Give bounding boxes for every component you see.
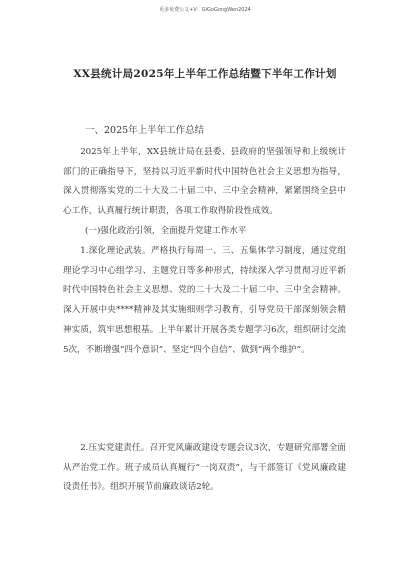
subheading: (一)强化政治引领，全面提升党建工作水平 — [85, 226, 247, 236]
header-note: 更多免费公文+V：GiGoGongWen2024 — [159, 7, 251, 13]
intro-paragraph: 2025年上半年，XX县统计局在县委、县政府的坚强领导和上级统计部门的正确指导下，坚持以习近平新时代中国特色社会主义思想为指导，深入贯彻落实党的二十大及二十届二中、三中全会精神，紧紧围绕全县中心工作，认真履行统计职责，各项工作取得阶段性成效。 — [63, 147, 346, 217]
item-1-paragraph: 1.深化理论武装。严格执行每周一、三、五集体学习制度，通过党组理论学习中心组学习、主题党日等多种形式，持续深入学习贯彻习近平新时代中国特色社会主义思想、党的二十大及二十届二中、三中全会精神。深入开展中央****精神及其实施细则学习教育，引导党员干部深刻领会精神实质，筑牢思想根基。上半年累计开展各类专题学习6次，组织研讨交流5次，不断增强“四个意识”、坚定“四个自信”、做到“两个维护”。 — [63, 246, 346, 355]
section-heading: 一、2025年上半年工作总结 — [85, 125, 205, 136]
item-2-paragraph: 2.压实党建责任。召开党风廉政建设专题会议3次，专题研究部署全面从严治党工作。班子成员认真履行“一岗双责”，与干部签订《党风廉政建设责任书》。组织开展节前廉政谈话2轮。 — [63, 443, 346, 493]
document-title: XX县统计局2025年上半年工作总结暨下半年工作计划 — [73, 68, 337, 80]
